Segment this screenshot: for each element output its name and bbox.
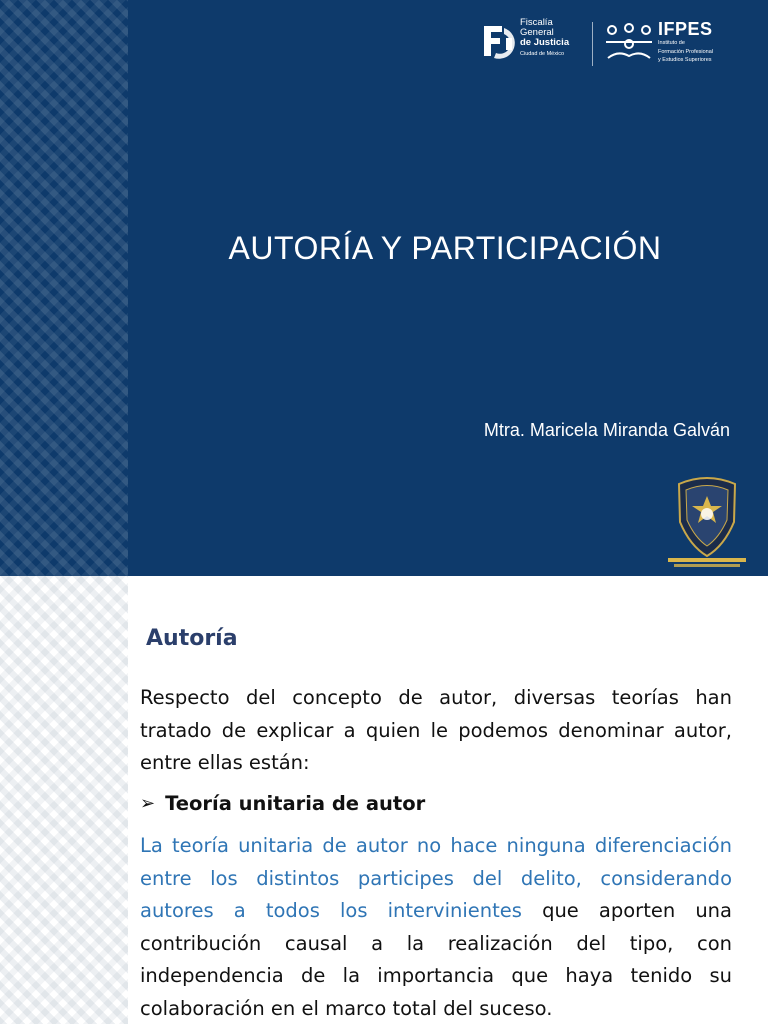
- fgj-line3: de Justicia: [520, 36, 570, 48]
- definition-paragraph: [140, 830, 732, 1024]
- ifpes-logo-icon: [604, 22, 654, 62]
- fgj-line1: Fiscalía: [520, 17, 553, 28]
- definition-rest: que aporten una contribución causal a la realización del tipo, con independencia de la importancia que haya tenido su colaboración en el marco total del suceso.: [140, 899, 732, 1020]
- fgj-line2: General: [520, 26, 554, 38]
- arrow-bullet-icon: ➢: [140, 792, 156, 814]
- header-logos: [480, 18, 750, 70]
- bullet-label: Teoría unitaria de autor: [165, 791, 426, 815]
- slide-body: [140, 682, 732, 1024]
- bullet-item: [140, 788, 732, 821]
- decorative-pattern: [0, 0, 128, 576]
- fgj-line4: Ciudad de México: [520, 50, 565, 57]
- fgj-logo-text: [520, 18, 590, 58]
- ifpes-sub2: Formación Profesional: [658, 48, 714, 55]
- decorative-pattern: [0, 576, 128, 1024]
- slide-title: AUTORÍA Y PARTICIPACIÓN: [228, 230, 662, 266]
- author-name: Mtra. Maricela Miranda Galván: [483, 420, 730, 440]
- ifpes-title: IFPES: [658, 19, 713, 39]
- police-shield-icon: [664, 470, 750, 570]
- ifpes-logo-text: [658, 20, 750, 64]
- intro-paragraph: Respecto del concepto de autor, diversas teorías han tratado de explicar a quien le podemos denominar autor, entre ellas están:: [140, 686, 732, 774]
- fgj-logo-icon: [480, 22, 518, 62]
- logo-divider: [592, 22, 593, 66]
- ifpes-sub3: y Estudios Superiores: [658, 57, 712, 63]
- content-slide: [0, 576, 768, 1024]
- ifpes-sub1: Instituto de: [658, 40, 685, 46]
- section-heading: Autoría: [146, 626, 238, 651]
- definition-highlight: La teoría unitaria de autor no hace ninguna diferenciación entre los distintos participes del delito, considerando autores a todos los intervinientes: [140, 834, 732, 922]
